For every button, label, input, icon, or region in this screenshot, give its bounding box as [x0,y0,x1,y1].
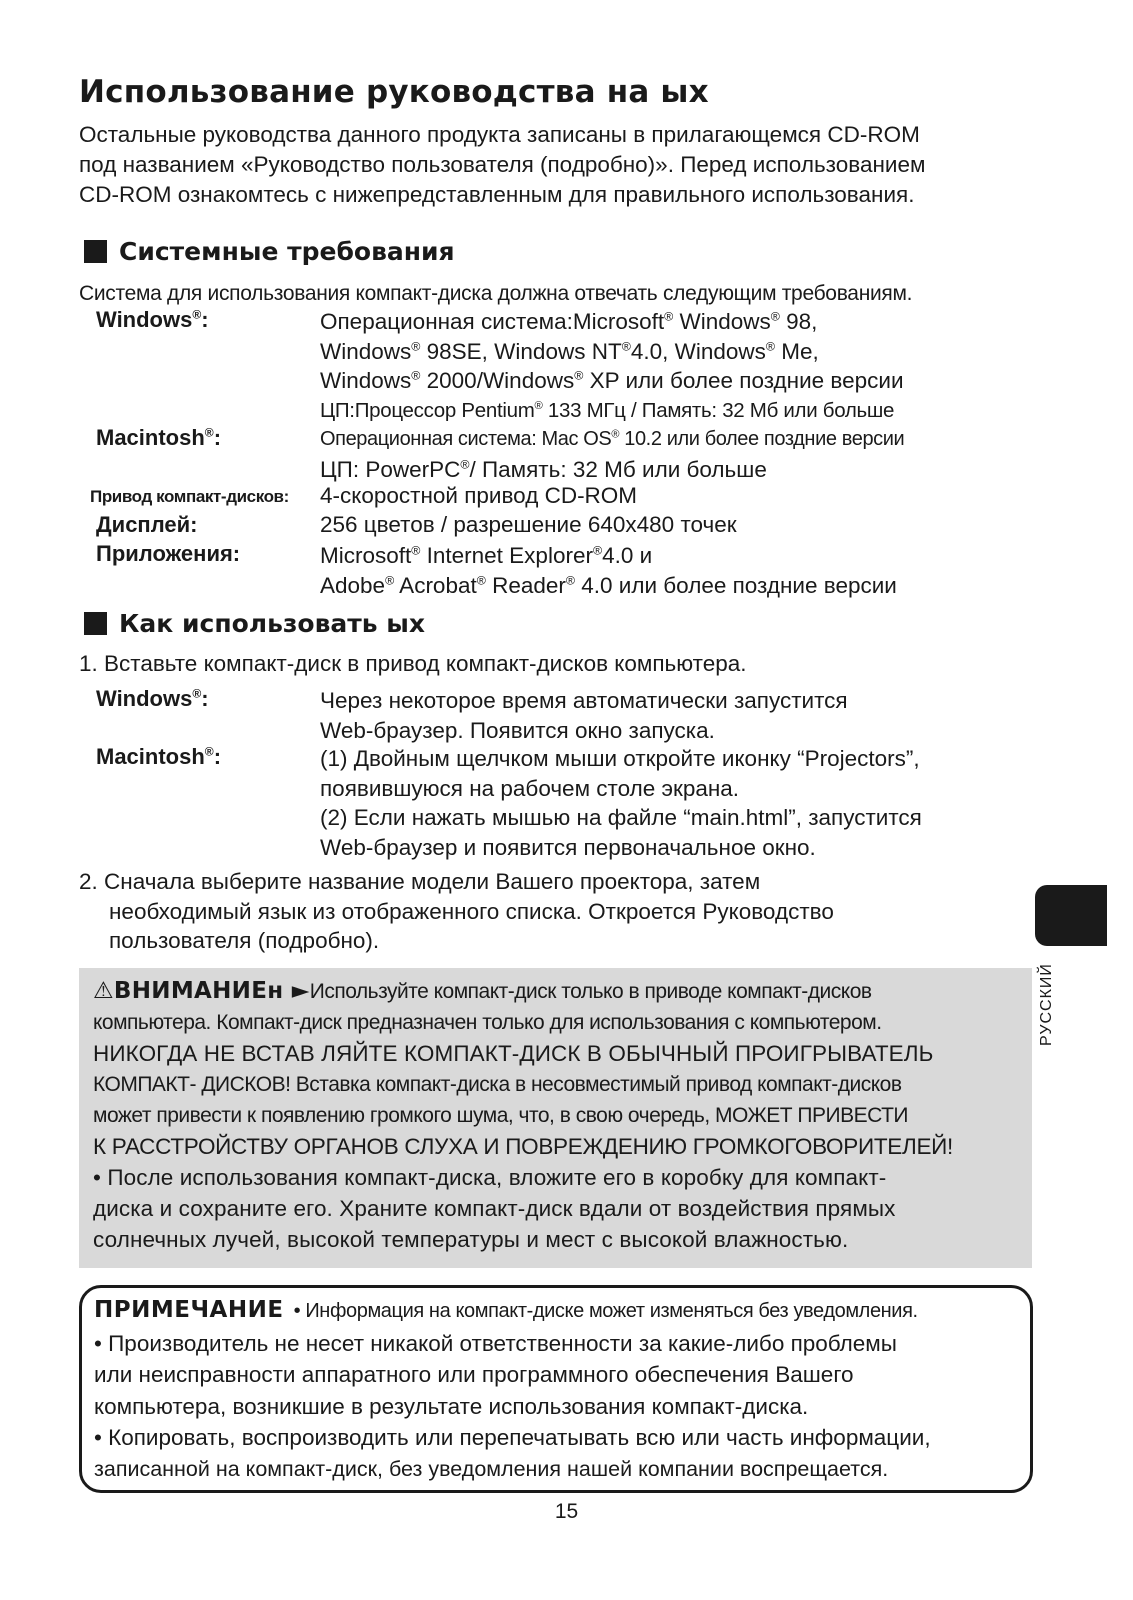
caution-line: КОМПАКТ- ДИСКОВ! Вставка компакт-диска в несовместимый привод компакт-дисков [93,1073,902,1096]
howto-mac-line: Web-браузер и появится первоначальное окно. [320,834,816,860]
note-line: • Копировать, воспроизводить или перепечатывать всю или часть информации, [94,1425,931,1450]
howto-mac-value [320,744,922,862]
caution-line: диска и сохраните его. Храните компакт-диск вдали от воздействия прямых [93,1196,896,1221]
req-apps-line: Adobe® Acrobat® Reader® 4.0 или более поздние версии [320,572,897,598]
step-2-line: пользователя (подробно). [109,928,380,953]
caution-box [79,968,1032,1268]
note-text [94,1294,1024,1485]
req-windows-line: Операционная система:Microsoft® Windows® 98, [320,309,818,334]
square-bullet-icon [84,612,107,635]
caution-line: НИКОГДА НЕ ВСТАВ ЛЯЙТЕ КОМПАКТ-ДИСК В ОБЫЧНЫЙ ПРОИГРЫВАТЕЛЬ [93,1041,934,1066]
note-box [79,1285,1033,1493]
intro-line: CD-ROM ознакомтесь с нижепредставленным для правильного использования. [79,182,915,207]
req-windows-line: ЦП:Процессор Pentium® 133 МГц / Память: 32 Мб или больше [320,398,895,422]
caution-line: К РАССТРОЙСТВУ ОРГАНОВ СЛУХА И ПОВРЕЖДЕНИЮ ГРОМКОГОВОРИТЕЛЕЙ! [93,1134,953,1159]
square-bullet-icon [84,240,107,263]
howto-mac-line: (2) Если нажать мышью на файле “main.html”, запустится [320,805,922,830]
page-number: 15 [554,1500,579,1523]
caution-line: солнечных лучей, высокой температуры и мест с высокой влажностью. [93,1227,849,1252]
caution-label: ⚠ВНИМАНИЕн ► [93,978,310,1004]
caution-line: компьютера. Компакт-диск предназначен только для использования с компьютером. [93,1011,882,1034]
howto-windows-label: Windows®: [96,686,209,711]
intro-line: Остальные руководства данного продукта записаны в прилагающемся CD-ROM [79,122,920,147]
intro-paragraph [79,120,1059,210]
step-2 [79,867,834,956]
intro-line: под названием «Руководство пользователя (подробно)». Перед использованием [79,152,926,177]
req-drive-label: Привод компакт-дисков: [90,487,289,506]
howto-mac-line: появившуюся на рабочем столе экрана. [320,775,740,801]
caution-line: ⚠ВНИМАНИЕн ►Используйте компакт-диск только в приводе компакт-дисков [93,978,872,1004]
caution-line: • После использования компакт-диска, вложите его в коробку для компакт- [93,1165,887,1190]
note-label: ПРИМЕЧАНИЕ [94,1297,284,1323]
requirements-heading-text: Системные требования [119,237,455,266]
req-apps-line: Microsoft® Internet Explorer®4.0 и [320,543,653,568]
req-windows-line: Windows® 2000/Windows® XP или более поздние версии [320,368,904,393]
req-mac-line: ЦП: PowerPC®/ Память: 32 Мб или больше [320,456,767,482]
req-display-label: Дисплей: [96,512,198,537]
language-tab-marker [1035,885,1107,946]
howto-windows-line: Через некоторое время автоматически запустится [320,688,848,713]
page-title: Использование руководства на ых [79,74,709,110]
requirements-intro: Система для использования компакт-диска должна отвечать следующим требованиям. [79,282,913,305]
caution-text [93,976,1023,1255]
howto-heading-text: Как использовать ых [119,609,426,638]
req-mac-label: Macintosh®: [96,425,222,450]
req-mac-value [320,425,904,484]
language-tab-label: РУССКИЙ [1038,963,1055,1046]
note-line: компьютера, возникшие в результате использования компакт-диска. [94,1393,809,1419]
req-windows-line: Windows® 98SE, Windows NT®4.0, Windows® Me, [320,338,819,364]
howto-mac-line: (1) Двойным щелчком мыши откройте иконку “Projectors”, [320,746,920,771]
req-windows-label: Windows®: [96,307,209,332]
req-mac-line: Операционная система: Mac OS® 10.2 или более поздние версии [320,428,905,450]
step-2-line: 2. Сначала выберите название модели Вашего проектора, затем [79,869,761,894]
req-apps-value [320,541,897,600]
caution-line: может привести к появлению громкого шума, что, в свою очередь, МОЖЕТ ПРИВЕСТИ [93,1104,909,1127]
req-apps-label: Приложения: [96,541,241,566]
note-line: или неисправности аппаратного или программного обеспечения Вашего [94,1362,854,1387]
req-display-value: 256 цветов / разрешение 640x480 точек [320,512,737,537]
howto-heading [84,609,425,638]
note-line: • Производитель не несет никакой ответственности за какие-либо проблемы [94,1330,897,1356]
note-line: записанной на компакт-диск, без уведомления нашей компании воспрещается. [94,1456,889,1481]
howto-windows-line: Web-браузер. Появится окно запуска. [320,717,715,743]
req-windows-value [320,307,904,425]
req-drive-value: 4-скоростной привод CD-ROM [320,483,638,508]
note-line: ПРИМЕЧАНИЕ • Информация на компакт-диске может изменяться без уведомления. [94,1297,918,1323]
requirements-heading [84,237,455,266]
howto-windows-value [320,686,848,745]
step-1: 1. Вставьте компакт-диск в привод компакт-дисков компьютера. [79,651,747,676]
howto-mac-label: Macintosh®: [96,744,222,769]
step-2-line: необходимый язык из отображенного списка. Откроется Руководство [109,898,834,924]
